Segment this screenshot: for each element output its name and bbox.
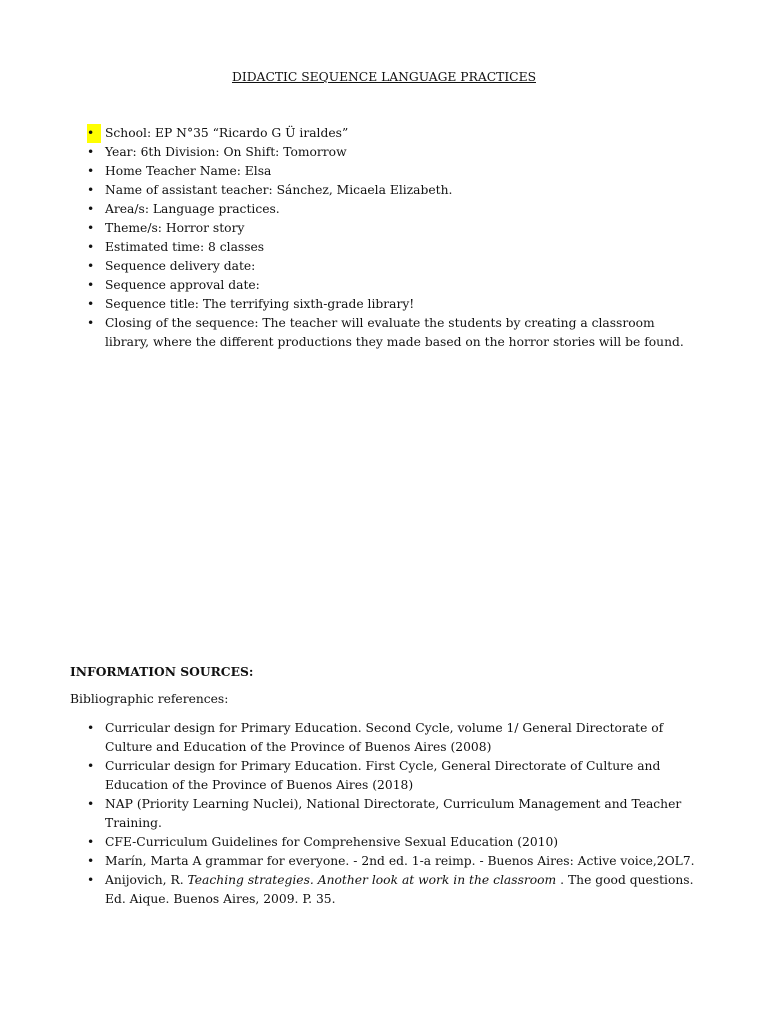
reference-text: CFE-Curriculum Guidelines for Comprehensive Sexual Education (2010) bbox=[105, 835, 559, 849]
list-item bbox=[88, 200, 700, 219]
bullet-icon: • bbox=[87, 721, 95, 735]
estimated-time-text: Estimated time: 8 classes bbox=[105, 240, 265, 254]
assistant-teacher-text: Name of assistant teacher: Sánchez, Micaela Elizabeth. bbox=[105, 183, 453, 197]
list-item bbox=[88, 795, 700, 833]
list-item bbox=[88, 871, 700, 909]
bullet-icon: • bbox=[87, 221, 95, 235]
bullet-icon: • bbox=[87, 202, 95, 216]
delivery-date-text: Sequence delivery date: bbox=[105, 259, 256, 273]
bullet-icon: • bbox=[87, 316, 95, 330]
list-item bbox=[88, 143, 700, 162]
section-heading: INFORMATION SOURCES: bbox=[70, 664, 254, 679]
bullet-icon: • bbox=[87, 297, 95, 311]
reference-rest: . The good questions. Ed. Aique. Buenos Aires, 2009. P. 35. bbox=[105, 873, 694, 906]
references-list bbox=[88, 719, 700, 909]
list-item bbox=[88, 276, 700, 295]
reference-text: Curricular design for Primary Education. First Cycle, General Directorate of Culture and Education of the Province of Buenos Aires (2018) bbox=[105, 759, 661, 792]
bullet-icon: • bbox=[87, 124, 101, 143]
page-title: DIDACTIC SEQUENCE LANGUAGE PRACTICES bbox=[231, 70, 536, 84]
home-teacher-text: Home Teacher Name: Elsa bbox=[105, 164, 272, 178]
list-item bbox=[88, 719, 700, 757]
list-item bbox=[88, 124, 700, 143]
list-item bbox=[88, 181, 700, 200]
closing-text: Closing of the sequence: The teacher will evaluate the students by creating a classroom library, where the different productions they made based on the horror stories will be found. bbox=[105, 316, 684, 349]
list-item bbox=[88, 833, 700, 852]
reference-author: Anijovich, R. bbox=[105, 873, 188, 887]
list-item bbox=[88, 257, 700, 276]
sequence-title-text: Sequence title: The terrifying sixth-grade library! bbox=[105, 297, 415, 311]
bullet-icon: • bbox=[87, 873, 95, 887]
bullet-icon: • bbox=[87, 164, 95, 178]
school-text: School: EP N°35 “Ricardo G Ü iraldes” bbox=[105, 126, 349, 140]
area-text: Area/s: Language practices. bbox=[105, 202, 280, 216]
bullet-icon: • bbox=[87, 183, 95, 197]
list-item bbox=[88, 162, 700, 181]
approval-date-text: Sequence approval date: bbox=[105, 278, 260, 292]
list-item bbox=[88, 238, 700, 257]
reference-text: Curricular design for Primary Education. Second Cycle, volume 1/ General Directorate of Culture and Education of the Province of Buenos Aires (2008) bbox=[105, 721, 664, 754]
list-item bbox=[88, 757, 700, 795]
subheading: Bibliographic references: bbox=[70, 692, 229, 706]
bullet-icon: • bbox=[87, 797, 95, 811]
reference-text: Marín, Marta A grammar for everyone. - 2nd ed. 1-a reimp. - Buenos Aires: Active voice,2OL7. bbox=[105, 854, 695, 868]
bullet-icon: • bbox=[87, 759, 95, 773]
bullet-icon: • bbox=[87, 278, 95, 292]
bullet-icon: • bbox=[87, 835, 95, 849]
sequence-info-list bbox=[88, 124, 700, 352]
reference-text: NAP (Priority Learning Nuclei), National Directorate, Curriculum Management and Teacher Training. bbox=[105, 797, 682, 830]
bullet-icon: • bbox=[87, 854, 95, 868]
list-item bbox=[88, 219, 700, 238]
year-text: Year: 6th Division: On Shift: Tomorrow bbox=[105, 145, 347, 159]
bullet-icon: • bbox=[87, 259, 95, 273]
list-item bbox=[88, 314, 700, 352]
reference-italic-title: Teaching strategies. Another look at work in the classroom bbox=[187, 873, 557, 887]
list-item bbox=[88, 852, 700, 871]
bullet-icon: • bbox=[87, 145, 95, 159]
bullet-icon: • bbox=[87, 240, 95, 254]
list-item bbox=[88, 295, 700, 314]
theme-text: Theme/s: Horror story bbox=[105, 221, 245, 235]
